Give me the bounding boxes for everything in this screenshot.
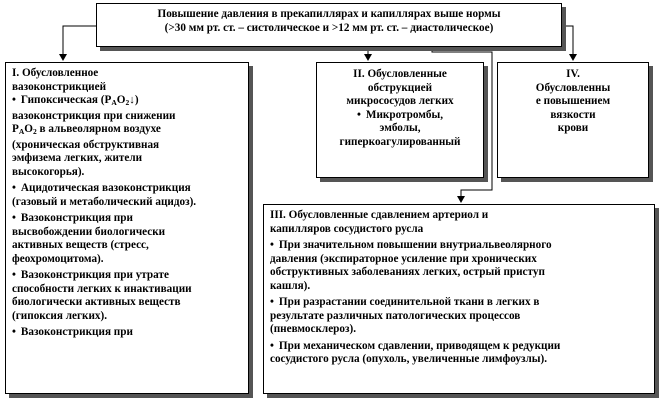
box4-line-1: IV. (566, 68, 580, 80)
box1-item4-line4: (гипоксия легких). (12, 309, 108, 322)
box3-item2-line2: результате различных патологических процессов (270, 309, 521, 322)
box4-line-3: е повышением (535, 95, 611, 107)
box2-line-2: обструкцией (367, 81, 433, 94)
box1-item1-line2: вазоконстрикция при снижении (12, 109, 176, 122)
box1-item3-line1: • Вазоконстрикция при (12, 212, 242, 226)
top-cause-box (96, 3, 562, 47)
box1-item3-line2: высвобождении биологически (12, 225, 166, 238)
box3-item1-line4: кашля). (270, 279, 311, 292)
box1-item5-line1: • Вазоконстрикция при (12, 326, 242, 340)
box3-item3-line1: • При механическом сдавлении, приводящем к редукции (270, 340, 648, 354)
box1-item2-line1: • Ацидотическая вазоконстрикция (12, 182, 242, 196)
box2-line-3: микрососудов легких (346, 95, 454, 107)
box2-line-5: эмболы, (379, 122, 421, 134)
box3-item1-line2: давления (экспираторное усиление при хронических (270, 252, 537, 265)
viscosity-box (497, 62, 649, 178)
box1-item1-line5: эмфизема легких, жители (12, 152, 143, 164)
obstruction-box (316, 62, 484, 178)
vasoconstriction-box (5, 62, 249, 394)
box1-item3-line4: феохромоцитома). (12, 252, 104, 265)
box1-item1-line4: (хроническая обструктивная (12, 138, 160, 151)
box3-item2-line1: • При разрастании соединительной ткани в легких в (270, 296, 648, 310)
box1-item4-line2: способности легких к инактивации (12, 282, 192, 295)
box2-line-6: гиперкоагулированный (339, 135, 461, 148)
arrow-to-box4 (562, 26, 573, 60)
box3-item3-line2: сосудистого русла (опухоль, увеличенные лимфоузлы). (270, 353, 548, 365)
box4-line-4: вязкости (550, 108, 596, 121)
box1-item4-line1: • Вазоконстрикция при утрате (12, 269, 242, 283)
box1-title-2: вазоконстрикцией (12, 80, 107, 93)
compression-box (263, 204, 655, 394)
box2-line-1: II. Обусловленные (353, 68, 447, 80)
box1-item2-line2: (газовый и метаболический ацидоз). (12, 195, 197, 208)
box1-item3-line3: активных веществ (стресс, (12, 239, 149, 251)
top-line-2: (>30 мм рт. ст. – систолическое и >12 мм рт. ст. – диастолическое) (164, 21, 494, 34)
box2-line-4: • Микротромбы, (323, 109, 477, 123)
box3-item1-line3: обструктивных заболеваниях легких, острый приступ (270, 266, 545, 278)
top-line-1: Повышение давления в прекапиллярах и капиллярах выше нормы (157, 8, 501, 20)
box3-item1-line1: • При значительном повышении внутриальвеолярного (270, 239, 648, 253)
arrow-to-box1 (63, 26, 96, 60)
box3-item2-line3: (пневмосклероз). (270, 323, 356, 335)
box1-title-1: I. Обусловленное (12, 67, 99, 79)
box1-item4-line3: биологически активных веществ (12, 296, 181, 308)
box3-title-2: капилляров сосудистого русла (270, 222, 424, 235)
box1-item1-line3: $P_AO_2$ в альвеолярном воздухе (12, 123, 161, 136)
box4-line-5: крови (557, 122, 589, 134)
box1-item1-line6: высокогорья). (12, 165, 85, 178)
box3-title-1: III. Обусловленные сдавлением артериол и (270, 209, 489, 221)
box1-item1-line1: • Гипоксическая $(P_AO_2↓)$ (12, 94, 242, 110)
box4-line-2: Обусловленны (535, 81, 611, 94)
